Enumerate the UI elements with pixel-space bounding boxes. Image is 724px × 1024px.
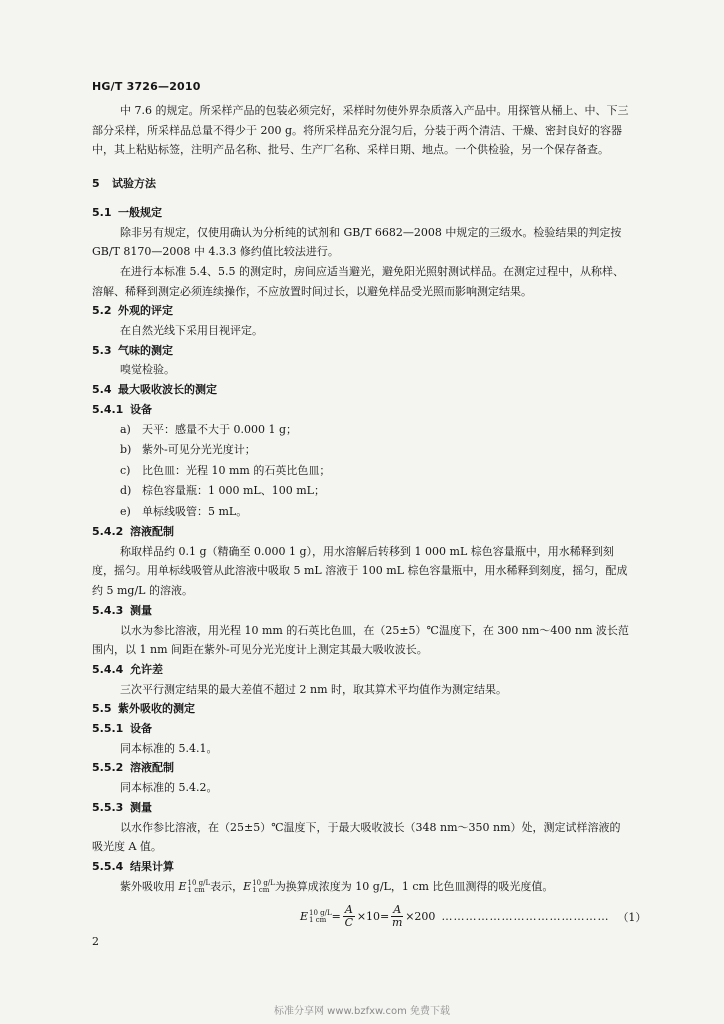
calc-text-pre: 紫外吸收用 — [120, 879, 179, 893]
section-title: 试验方法 — [112, 177, 156, 191]
numerator: A — [344, 903, 353, 916]
section-number: 5.1 — [92, 205, 112, 219]
fraction-a-over-m — [391, 904, 403, 929]
section-title: 外观的评定 — [118, 304, 173, 318]
formula-scripts — [309, 910, 332, 924]
formula-1 — [300, 904, 646, 929]
section-title: 气味的测定 — [118, 343, 173, 357]
list-text: 单标线吸管：5 mL。 — [142, 504, 248, 518]
list-marker: c) — [120, 463, 131, 477]
symbol-scripts — [188, 880, 211, 894]
paragraph-result-calc — [92, 877, 630, 897]
list-item — [92, 481, 630, 502]
denominator: C — [344, 916, 354, 929]
page-number: 2 — [92, 935, 99, 948]
section-number: 5.5.4 — [92, 860, 124, 873]
section-number: 5.4.1 — [92, 402, 124, 416]
symbol-sub: 1 cm — [252, 885, 270, 894]
formula-times-10: ×10= — [356, 910, 390, 923]
paragraph-measurement: 以水为参比溶液，用光程 10 mm 的石英比色皿，在（25±5）℃温度下，在 300 nm～400 nm 波长范围内，以 1 nm 间距在紫外-可见分光光度计上测定其最大吸收波长。 — [92, 623, 629, 657]
fraction-a-over-c — [343, 904, 355, 929]
symbol-e: E — [243, 879, 252, 893]
list-marker: d) — [120, 484, 132, 498]
equation-number: （1） — [617, 910, 647, 924]
symbol-sup: 10 g/L — [187, 878, 211, 887]
list-item — [92, 420, 630, 441]
section-title: 紫外吸收的测定 — [118, 702, 195, 716]
symbol-e: E — [178, 879, 187, 893]
standard-code-header: HG/T 3726—2010 — [92, 80, 201, 93]
section-title: 最大吸收波长的测定 — [118, 383, 217, 397]
section-number: 5.5 — [92, 702, 112, 716]
paragraph-solution-ref: 同本标准的 5.4.2。 — [120, 781, 218, 795]
leader-dots: …………………………………… — [441, 910, 610, 923]
section-title: 一般规定 — [118, 205, 162, 219]
section-title: 设备 — [130, 722, 152, 736]
section-number: 5.5.1 — [92, 722, 124, 736]
paragraph-appearance: 在自然光线下采用目视评定。 — [120, 324, 263, 338]
section-title: 溶液配制 — [130, 525, 174, 539]
formula-sup: 10 g/L — [309, 908, 332, 917]
formula-e: E — [300, 910, 309, 923]
list-item — [92, 440, 630, 461]
denominator: m — [392, 916, 403, 929]
symbol-scripts — [252, 880, 275, 894]
list-marker: e) — [120, 504, 131, 518]
paragraph-sampling: 中 7.6 的规定。所采样产品的包装必须完好，采样时勿使外界杂质落入产品中。用探管从桶上、中、下三部分采样，所采样品总量不得少于 200 g。将所采样品充分混匀后，分装于两个清洁、干燥、密封良好的容器中，其上粘贴标签，注明产品名称、批号、生产厂名称、采样日期、地点。一个供检验，另一个保存备查。 — [92, 104, 629, 157]
paragraph-odor: 嗅觉检验。 — [120, 363, 175, 377]
list-item — [92, 461, 630, 482]
paragraph-general-rule: 除非另有规定，仅使用确认为分析纯的试剂和 GB/T 6682—2008 中规定的三级水。检验结果的判定按 GB/T 8170—2008 中 4.3.3 修约值比较法进行。 — [92, 225, 622, 259]
list-marker: a) — [120, 422, 131, 436]
section-title: 测量 — [130, 800, 152, 814]
symbol-sub: 1 cm — [187, 885, 205, 894]
paragraph-tolerance: 三次平行测定结果的最大差值不超过 2 nm 时，取其算术平均值作为测定结果。 — [120, 682, 508, 696]
section-5-5-2-heading — [92, 758, 630, 778]
watermark-footer: 标准分享网 www.bzfxw.com 免费下载 — [274, 1006, 450, 1017]
symbol-sup: 10 g/L — [252, 878, 275, 887]
calc-text-mid: 表示， — [210, 879, 244, 893]
section-5-4-4-heading — [92, 660, 630, 680]
formula-equals: = — [331, 910, 341, 923]
body-content — [92, 101, 630, 896]
section-number: 5.4.4 — [92, 662, 124, 676]
section-title: 溶液配制 — [130, 761, 174, 775]
section-5-4-2-heading — [92, 522, 630, 542]
section-number: 5.5.3 — [92, 800, 124, 814]
section-number: 5.5.2 — [92, 761, 124, 775]
section-title: 测量 — [130, 603, 152, 617]
section-number: 5 — [92, 177, 100, 191]
paragraph-equipment-ref: 同本标准的 5.4.1。 — [120, 741, 218, 755]
section-5-4-1-heading — [92, 400, 630, 420]
paragraph-light-avoid: 在进行本标准 5.4、5.5 的测定时，房间应适当避光，避免阳光照射测试样品。在测定过程中，从称样、溶解、稀释到测定必须连续操作，不应放置时间过长，以避免样品受光照而影响测定结果。 — [92, 264, 624, 298]
list-text: 紫外-可见分光光度计； — [142, 443, 256, 457]
section-5-5-4-heading — [92, 857, 630, 877]
numerator: A — [393, 903, 402, 916]
list-text: 比色皿：光程 10 mm 的石英比色皿； — [142, 463, 331, 477]
section-number: 5.3 — [92, 343, 112, 357]
section-number: 5.4.3 — [92, 603, 124, 617]
section-title: 结果计算 — [130, 860, 174, 873]
section-5-5-3-heading — [92, 798, 630, 818]
calc-text-post: 为换算成浓度为 10 g/L，1 cm 比色皿测得的吸光度值。 — [274, 879, 554, 893]
section-5-4-3-heading — [92, 601, 630, 621]
section-5-5-heading — [92, 699, 630, 719]
section-title: 设备 — [130, 402, 152, 416]
list-item — [92, 502, 630, 523]
formula-times-200: ×200 — [405, 910, 436, 923]
list-marker: b) — [120, 443, 132, 457]
paragraph-absorbance: 以水作参比溶液，在（25±5）℃温度下，于最大吸收波长（348 nm～350 nm）处，测定试样溶液的吸光度 A 值。 — [92, 820, 621, 854]
list-text: 天平：感量不大于 0.000 1 g； — [142, 422, 298, 436]
section-number: 5.4.2 — [92, 525, 124, 539]
section-title: 允许差 — [130, 662, 163, 676]
formula-sub: 1 cm — [309, 915, 327, 924]
section-number: 5.4 — [92, 383, 112, 397]
section-5-2-heading — [92, 301, 630, 321]
section-number: 5.2 — [92, 304, 112, 318]
paragraph-solution-prep: 称取样品约 0.1 g（精确至 0.000 1 g），用水溶解后转移到 1 000 mL 棕色容量瓶中，用水稀释到刻度，摇匀。用单标线吸管从此溶液中吸取 5 mL 溶液于 100 mL 棕色容量瓶中，用水稀释到刻度，摇匀，配成约 5 mg/L 的溶液。 — [92, 544, 628, 598]
list-text: 棕色容量瓶：1 000 mL、100 mL； — [142, 484, 325, 498]
section-5-1-heading — [92, 203, 630, 223]
section-5-5-1-heading — [92, 719, 630, 739]
section-5-3-heading — [92, 341, 630, 361]
section-5-heading — [92, 174, 630, 194]
section-5-4-heading — [92, 380, 630, 400]
